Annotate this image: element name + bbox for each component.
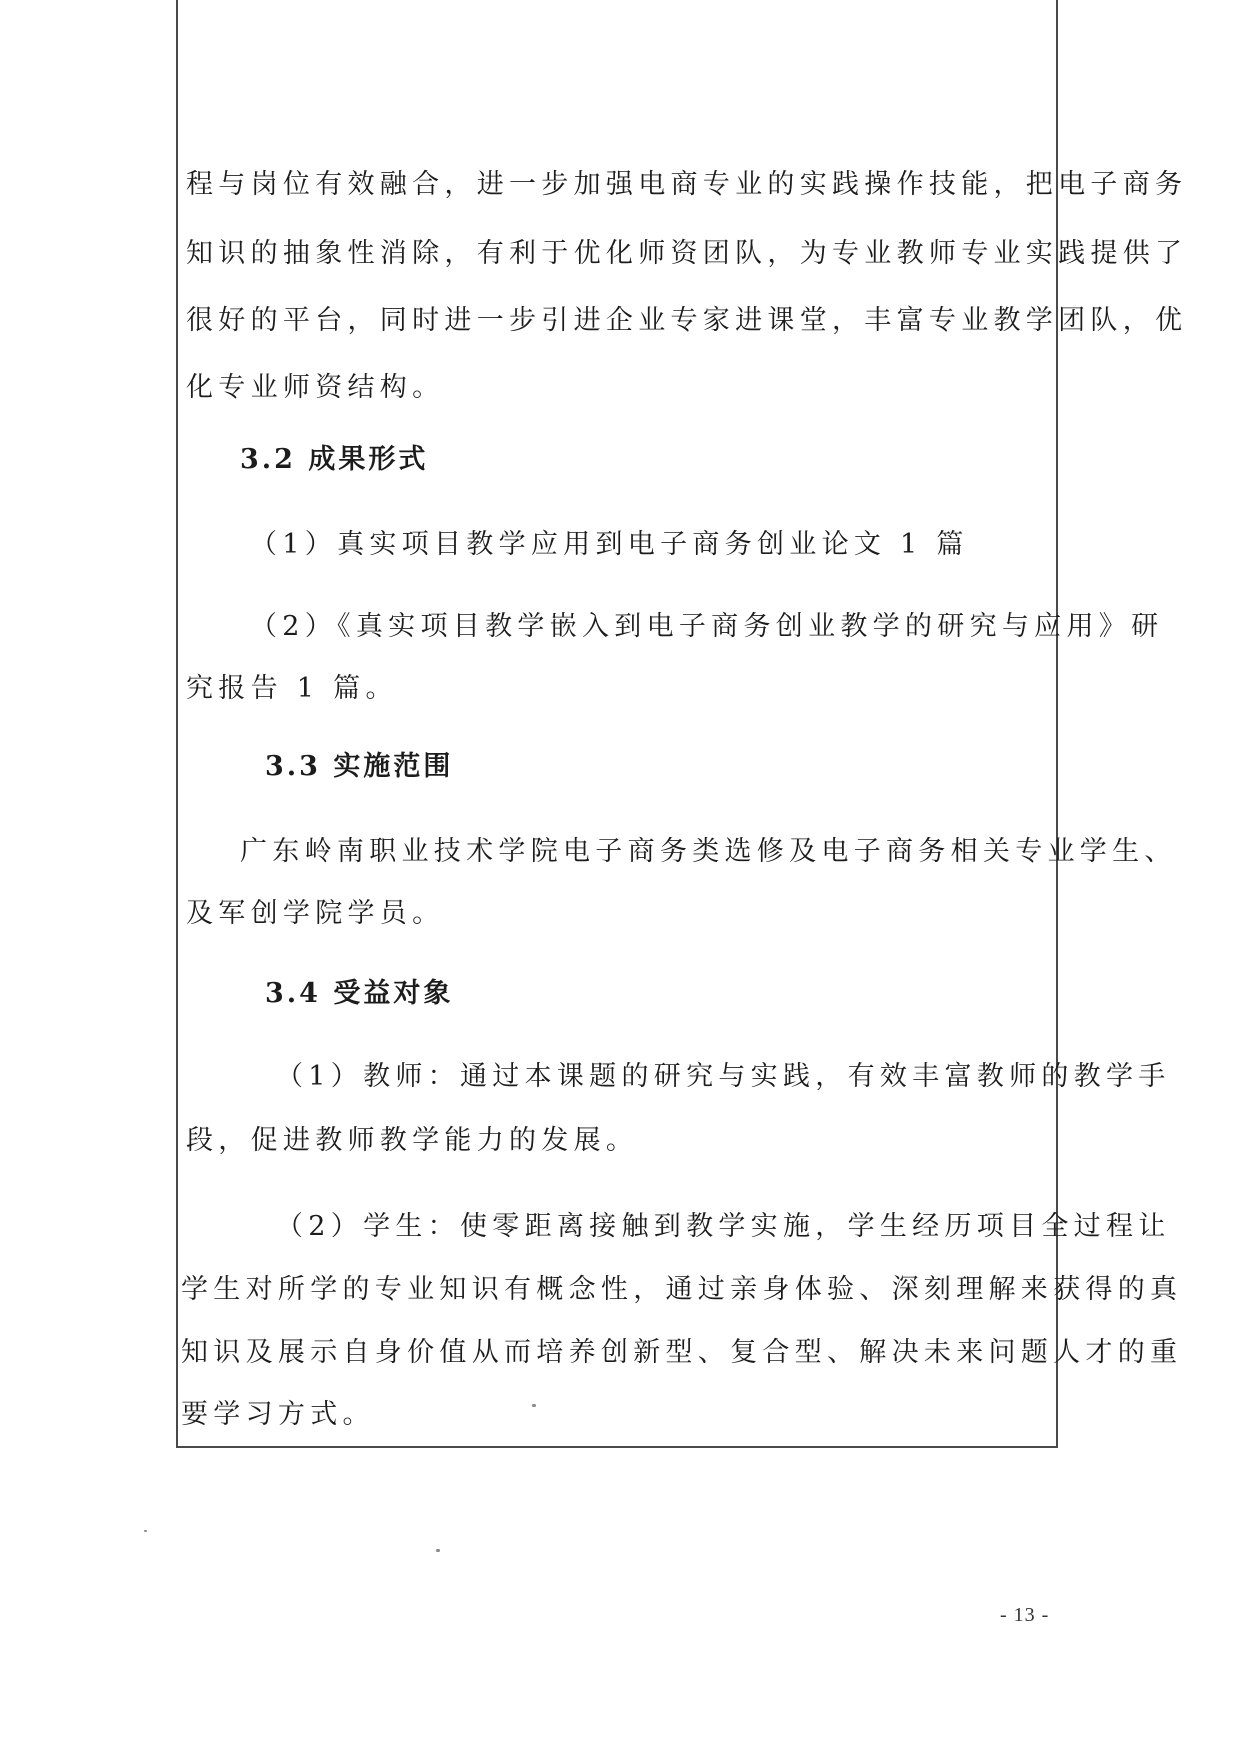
beneficiary-student-line: 要学习方式。 xyxy=(181,1399,375,1430)
body-text-line: 化专业师资结构。 xyxy=(186,372,445,403)
body-text-line: 很好的平台，同时进一步引进企业专家进课堂，丰富专业教学团队，优 xyxy=(186,305,1188,336)
beneficiary-student-line: 知识及展示自身价值从而培养创新型、复合型、解决未来问题人才的重 xyxy=(181,1337,1183,1368)
body-text-line: 程与岗位有效融合，进一步加强电商专业的实践操作技能，把电子商务 xyxy=(186,169,1188,200)
scope-text-line: 广东岭南职业技术学院电子商务类选修及电子商务相关专业学生、 xyxy=(240,836,1177,867)
beneficiary-teacher-line: 段，促进教师教学能力的发展。 xyxy=(186,1125,639,1156)
scan-speck xyxy=(144,1530,147,1532)
scan-speck xyxy=(436,1549,440,1552)
outcome-item-1: （1）真实项目教学应用到电子商务创业论文 1 篇 xyxy=(250,529,969,560)
page-number: - 13 - xyxy=(1000,1604,1050,1626)
outcome-item-2-line: （2）《真实项目教学嵌入到电子商务创业教学的研究与应用》研 xyxy=(250,611,1164,642)
scope-text-line: 及军创学院学员。 xyxy=(186,898,445,929)
scan-speck xyxy=(532,1404,536,1407)
beneficiary-student-line: （2）学生：使零距离接触到教学实施，学生经历项目全过程让 xyxy=(276,1211,1171,1242)
section-heading-3-3: 3.3 实施范围 xyxy=(265,751,454,782)
beneficiary-student-line: 学生对所学的专业知识有概念性，通过亲身体验、深刻理解来获得的真 xyxy=(181,1274,1183,1305)
body-text-line: 知识的抽象性消除，有利于优化师资团队，为专业教师专业实践提供了 xyxy=(186,238,1188,269)
beneficiary-teacher-line: （1）教师：通过本课题的研究与实践，有效丰富教师的教学手 xyxy=(276,1061,1171,1092)
section-heading-3-2: 3.2 成果形式 xyxy=(240,444,429,475)
outcome-item-2-line: 究报告 1 篇。 xyxy=(186,673,398,704)
section-heading-3-4: 3.4 受益对象 xyxy=(265,978,454,1009)
